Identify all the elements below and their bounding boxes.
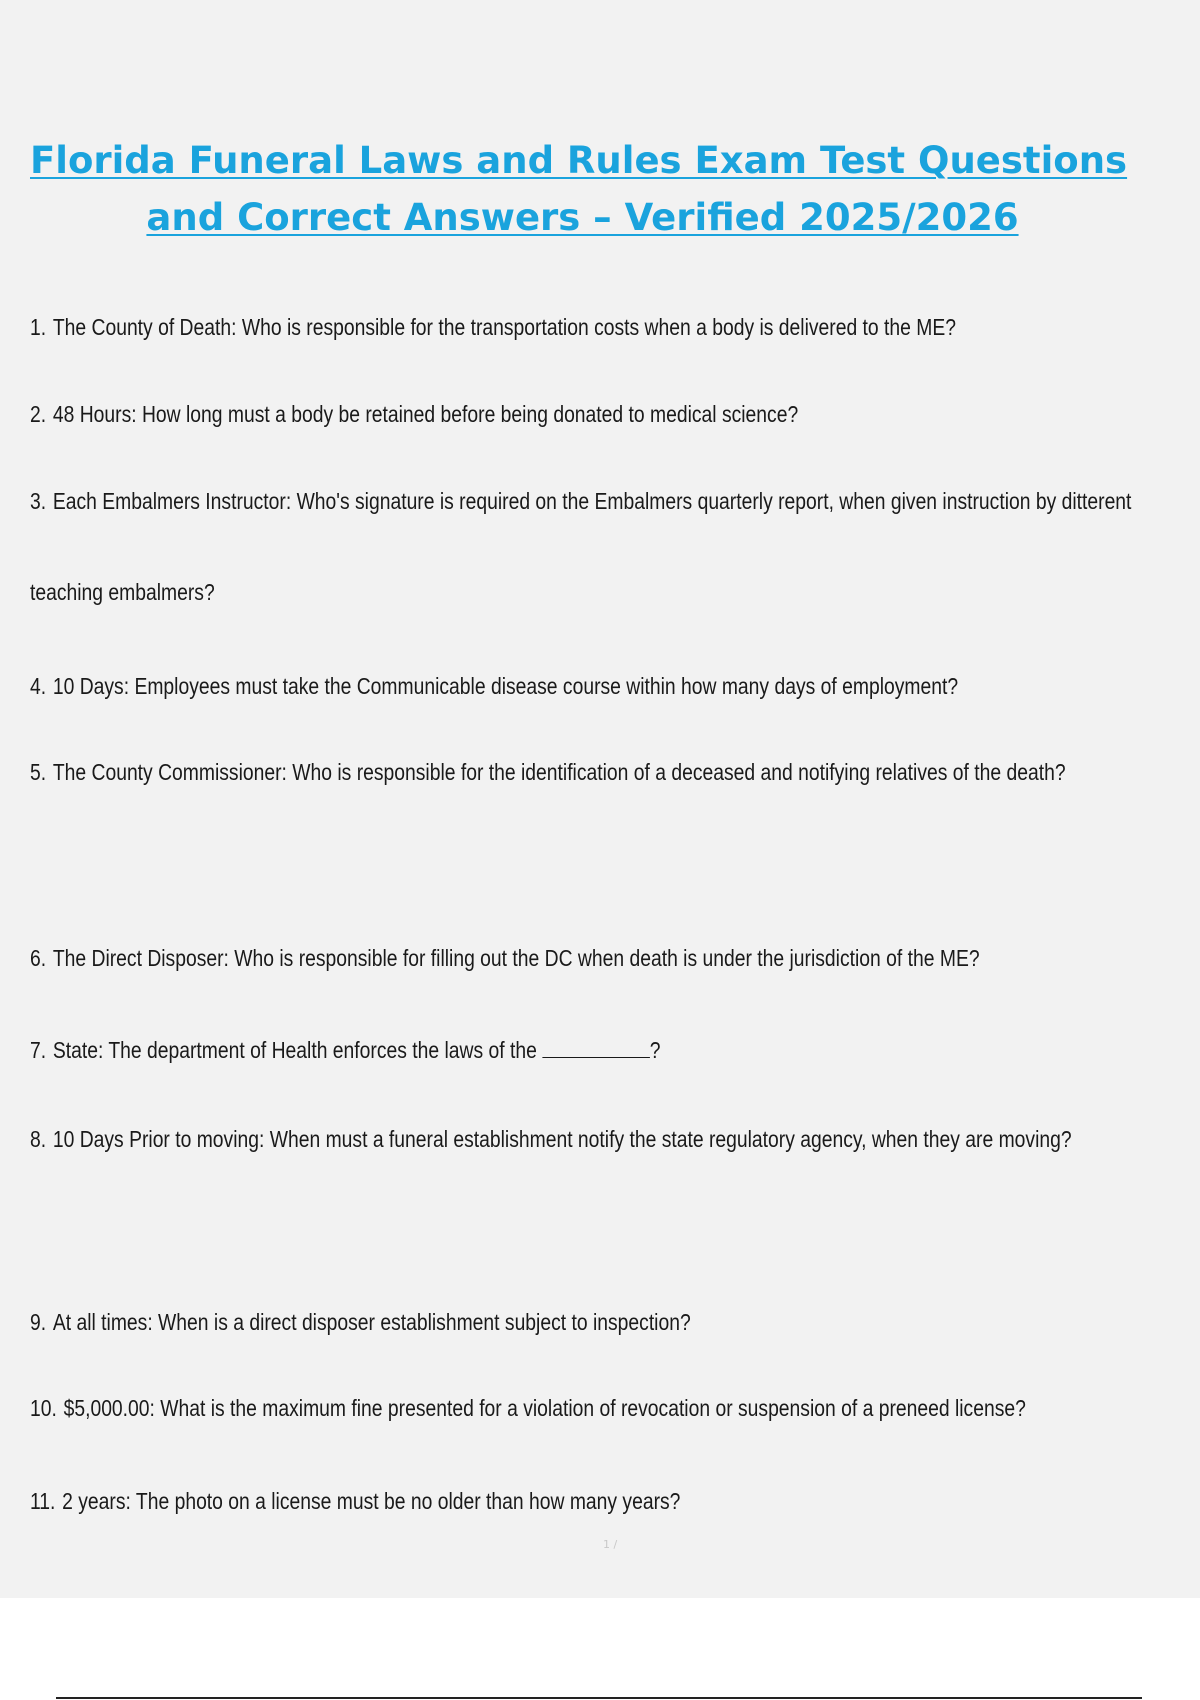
question-number: 7. [30,1037,47,1063]
question-item [30,313,1004,341]
question-answer: The County Commissioner: [52,759,287,785]
question-number: 2. [30,401,47,427]
document-title [0,132,1200,246]
question-number: 5. [30,759,47,785]
question-number: 1. [30,314,47,340]
question-answer: 10 Days Prior to moving: [52,1126,265,1152]
question-number: 6. [30,945,47,971]
question-answer: $5,000.00: [63,1395,155,1421]
question-text: Who is responsible for filling out the DC when death is under the jurisdiction of the ME? [234,945,980,971]
question-answer: The Direct Disposer: [52,945,229,971]
question-answer: 48 Hours: [52,401,137,427]
question-text: Who is responsible for the transportation costs when a body is delivered to the ME? [241,314,956,340]
question-end: ? [649,1037,661,1063]
question-answer: The County of Death: [52,314,237,340]
question-answer: Each Embalmers Instructor: [52,488,292,514]
question-item [30,1394,1026,1422]
title-line-1: Florida Funeral Laws and Rules Exam Test Questions [30,139,1128,182]
title-line-2: and Correct Answers – Verified 2025/2026 [146,196,1019,239]
fill-in-blank [542,1037,650,1058]
question-item [30,1094,1189,1185]
question-item [30,944,1004,972]
question-text: When must a funeral establishment notify the state regulatory agency, when they are moving? [269,1126,1072,1152]
question-answer: State: [52,1037,104,1063]
question-text: Who is responsible for the identification of a deceased and notifying relatives of the death? [292,759,1066,785]
question-answer: 2 years: [62,1488,131,1514]
question-number: 10. [30,1395,57,1421]
footer-divider [56,1697,1142,1699]
question-item [30,1487,1004,1515]
question-item [30,672,1004,700]
question-number: 9. [30,1309,47,1335]
question-item [30,1308,1004,1336]
question-number: 4. [30,673,47,699]
question-text: The department of Health enforces the laws of the [108,1037,537,1063]
question-item [30,456,1189,638]
page-number: 1 / [603,1538,618,1551]
question-text: What is the maximum fine presented for a violation of revocation or suspension of a preneed license? [160,1395,1026,1421]
question-text: Employees must take the Communicable disease course within how many days of employment? [134,673,959,699]
question-number: 8. [30,1126,47,1152]
question-item [30,727,1189,818]
question-item [30,1036,1004,1064]
question-item [30,400,1004,428]
question-text: The photo on a license must be no older than how many years? [135,1488,681,1514]
question-answer: At all times: [52,1309,153,1335]
question-answer: 10 Days: [52,673,130,699]
question-number: 3. [30,488,47,514]
question-text: How long must a body be retained before being donated to medical science? [141,401,799,427]
question-text: When is a direct disposer establishment subject to inspection? [158,1309,691,1335]
question-text: Who's signature is required on the Embalmers quarterly report, when given instruction by ditterent teaching embalmers? [30,488,1132,605]
question-number: 11. [30,1488,56,1514]
